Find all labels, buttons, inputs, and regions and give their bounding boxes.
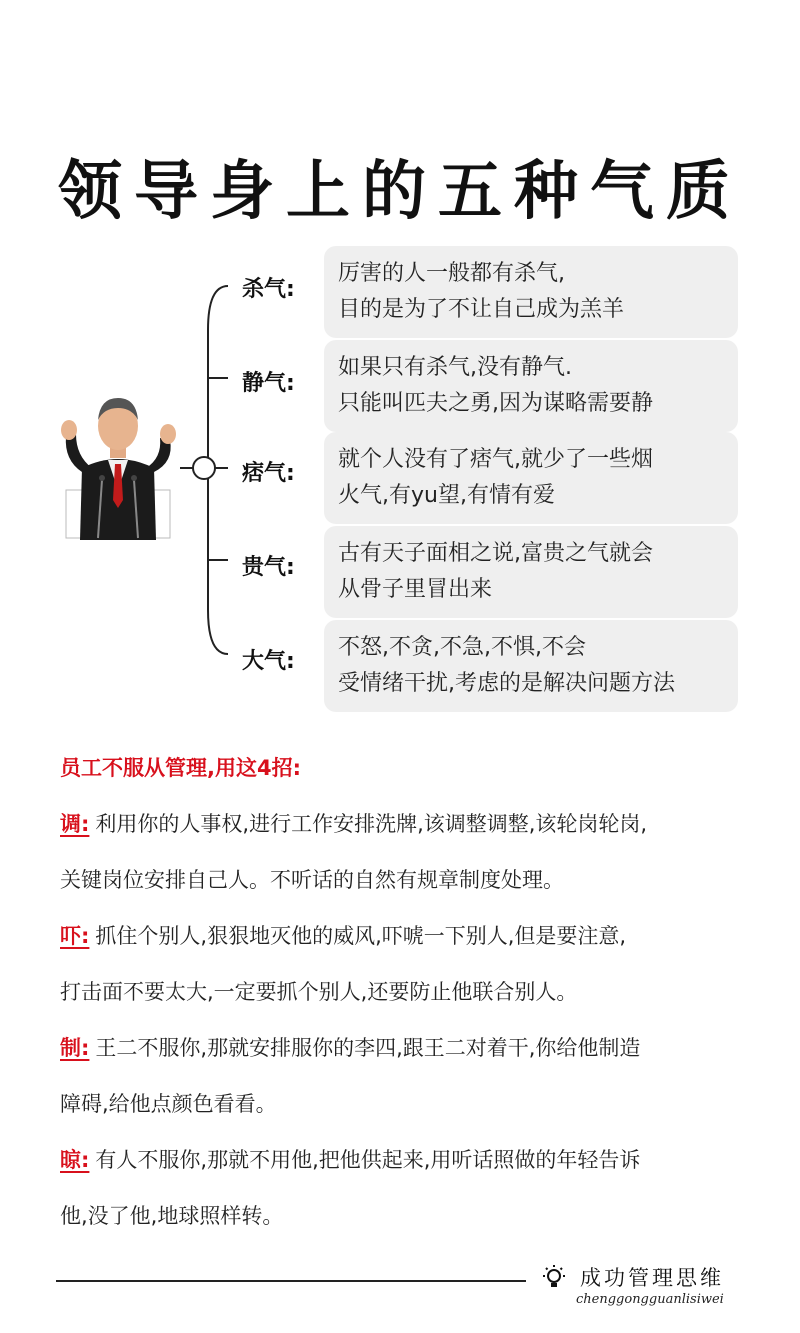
brand-pinyin: chenggongguanlisiwei <box>576 1292 724 1307</box>
quality-label-jing: 静气: <box>242 371 295 396</box>
tip-item <box>60 1020 760 1132</box>
quality-label-sha: 杀气: <box>242 277 295 302</box>
quality-text-line: 古有天子面相之说,富贵之气就会 <box>338 541 653 566</box>
tip-text-line: 打击面不要太大,一定要抓个别人,还要防止他联合别人。 <box>60 980 578 1004</box>
tip-item <box>60 908 760 1020</box>
tip-text-line: 利用你的人事权,进行工作安排洗牌,该调整调整,该轮岗轮岗, <box>95 812 648 836</box>
tip-text-line: 抓住个别人,狠狠地灭他的威风,吓唬一下别人,但是要注意, <box>95 924 627 948</box>
quality-box-jing <box>324 340 738 432</box>
quality-text-line: 受情绪干扰,考虑的是解决问题方法 <box>338 671 675 696</box>
tip-key: 晾: <box>60 1148 90 1172</box>
tips-heading: 员工不服从管理,用这4招: <box>60 756 301 780</box>
quality-text-line: 火气,有yu望,有情有爱 <box>338 483 555 508</box>
tip-text-line: 关键岗位安排自己人。不听话的自然有规章制度处理。 <box>60 868 564 892</box>
mindmap-bracket <box>180 270 240 670</box>
quality-text-line: 如果只有杀气,没有静气. <box>338 355 572 380</box>
page-title: 领导身上的五种气质 <box>58 155 742 229</box>
quality-text-line: 不怒,不贪,不急,不惧,不会 <box>338 635 586 660</box>
quality-label-da: 大气: <box>242 649 295 674</box>
tip-key: 制: <box>60 1036 90 1060</box>
tip-text-line: 有人不服你,那就不用他,把他供起来,用听话照做的年轻告诉 <box>95 1148 641 1172</box>
quality-box-sha <box>324 246 738 338</box>
lightbulb-icon <box>540 1264 568 1294</box>
quality-box-pi <box>324 432 738 524</box>
quality-text-line: 只能叫匹夫之勇,因为谋略需要静 <box>338 391 653 416</box>
quality-text-line: 就个人没有了痞气,就少了一些烟 <box>338 447 653 472</box>
quality-box-gui <box>324 526 738 618</box>
tip-text-line: 王二不服你,那就安排服你的李四,跟王二对着干,你给他制造 <box>95 1036 641 1060</box>
brand-name: 成功管理思维 <box>580 1266 724 1290</box>
management-tips <box>60 752 760 1244</box>
tip-key: 吓: <box>60 924 90 948</box>
quality-label-gui: 贵气: <box>242 555 295 580</box>
tip-text-line: 障碍,给他点颜色看看。 <box>60 1092 277 1116</box>
tip-item <box>60 796 760 908</box>
tip-text-line: 他,没了他,地球照样转。 <box>60 1204 284 1228</box>
footer-divider <box>56 1280 526 1282</box>
quality-box-da <box>324 620 738 712</box>
quality-label-pi: 痞气: <box>242 461 295 486</box>
quality-text-line: 厉害的人一般都有杀气, <box>338 261 565 286</box>
quality-text-line: 目的是为了不让自己成为羔羊 <box>338 297 625 322</box>
tip-item <box>60 1132 760 1244</box>
speaker-illustration <box>52 390 184 540</box>
quality-text-line: 从骨子里冒出来 <box>338 577 493 602</box>
tip-key: 调: <box>60 812 90 836</box>
